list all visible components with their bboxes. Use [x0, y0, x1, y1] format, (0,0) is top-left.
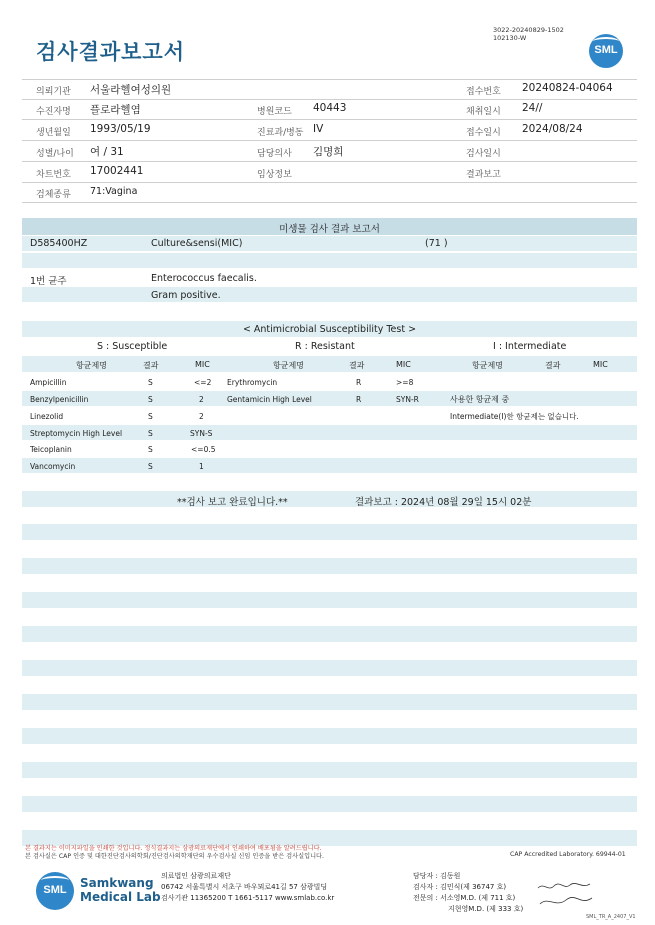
- chart-label: 차트번호: [36, 170, 71, 180]
- divider: [22, 140, 637, 141]
- report-label: 결과보고: [466, 170, 501, 180]
- agent-result: S: [148, 378, 153, 387]
- band: [22, 236, 637, 251]
- agent-result: S: [148, 412, 153, 421]
- ast-title: < Antimicrobial Susceptibility Test >: [242, 324, 417, 335]
- agent-result: S: [148, 429, 153, 438]
- legend-intermediate: I : Intermediate: [493, 341, 567, 352]
- collection-date-value: 24//: [522, 102, 543, 114]
- footer-staff-block: 담당자 : 김동원 검사자 : 김민식(제 36747 호) 전문의 : 서소영M.D. (제 711 호) 지현영M.D. (제 333 호): [413, 872, 524, 913]
- agent-name: Benzylpenicillin: [30, 395, 89, 404]
- agent-mic: >=8: [396, 378, 414, 387]
- agent-result: S: [148, 462, 153, 471]
- col-mic: MIC: [396, 360, 411, 369]
- footer-notice-2: 본 검사실은 CAP 인증 및 대한진단검사의학회/진단검사의학재단의 우수검사실 신임 인증을 받은 검사실입니다.: [25, 853, 324, 860]
- doctor-value: 김명희: [313, 146, 344, 158]
- receipt-no-value: 20240824-04064: [522, 82, 613, 94]
- cap-accreditation: CAP Accredited Laboratory. 69944-01: [510, 851, 626, 858]
- micro-section-header: 미생물 검사 결과 보고서: [22, 218, 637, 235]
- band: [22, 253, 637, 268]
- agent-mic: <=2: [194, 378, 212, 387]
- dept-label: 진료과/병동: [257, 128, 304, 138]
- receipt-date-value: 2024/08/24: [522, 123, 583, 135]
- agent-name: Linezolid: [30, 412, 64, 421]
- divider: [22, 161, 637, 162]
- examinee-value: 플로라헬염: [90, 104, 141, 116]
- band: [22, 626, 637, 642]
- test-name: Culture&sensi(MIC): [151, 238, 243, 249]
- examinee-label: 수진자명: [36, 107, 71, 117]
- receipt-no-label: 접수번호: [466, 87, 501, 97]
- agent-mic: 2: [199, 395, 204, 404]
- completion-text: **검사 보고 완료입니다.**: [177, 497, 288, 508]
- col-result: 결과: [545, 361, 561, 370]
- agent-mic: 1: [199, 462, 204, 471]
- legend-resistant: R : Resistant: [295, 341, 355, 352]
- footer-notice-1: 본 결과지는 이미지파일을 인쇄한 것입니다. 정식결과지는 삼광의료재단에서 인쇄하여 배포됨을 알려드립니다.: [25, 845, 322, 852]
- hospital-code-label: 병원코드: [257, 107, 292, 117]
- test-number: (71 ): [425, 238, 448, 249]
- agent-name: Teicoplanin: [30, 445, 72, 454]
- form-code: SML_TR_A_2407_V1: [586, 914, 636, 920]
- gram-stain: Gram positive.: [151, 290, 221, 301]
- col-result: 결과: [143, 361, 159, 370]
- agent-result: R: [356, 378, 362, 387]
- birth-value: 1993/05/19: [90, 123, 151, 135]
- band: [22, 592, 637, 608]
- sex-age-label: 성별/나이: [36, 149, 74, 159]
- page-title: 검사결과보고서: [36, 40, 186, 64]
- col-agent: 항균제명: [273, 361, 304, 370]
- intermediate-note-line2: Intermediate(I)한 항균제는 없습니다.: [450, 412, 579, 421]
- divider: [22, 79, 637, 80]
- collection-date-label: 채취일시: [466, 107, 501, 117]
- divider: [22, 99, 637, 100]
- band: [22, 762, 637, 778]
- band: [22, 558, 637, 574]
- band: [22, 270, 637, 285]
- col-mic: MIC: [195, 360, 210, 369]
- band: [22, 728, 637, 744]
- intermediate-note-line1: 사용한 항균제 중: [450, 395, 510, 404]
- test-date-label: 검사일시: [466, 149, 501, 159]
- clinical-label: 임상정보: [257, 170, 292, 180]
- sml-footer-logo-icon: SML: [36, 872, 74, 910]
- band: [22, 524, 637, 540]
- col-result: 결과: [349, 361, 365, 370]
- divider: [22, 119, 637, 120]
- col-agent: 항균제명: [76, 361, 107, 370]
- band: [22, 491, 637, 507]
- col-mic: MIC: [593, 360, 608, 369]
- institution-value: 서울라헬여성의원: [90, 84, 172, 96]
- agent-name: Streptomycin High Level: [30, 429, 123, 438]
- test-code: D585400HZ: [30, 238, 88, 249]
- agent-result: R: [356, 395, 362, 404]
- agent-name: Gentamicin High Level: [227, 395, 312, 404]
- receipt-date-label: 접수일시: [466, 128, 501, 138]
- agent-name: Erythromycin: [227, 378, 278, 387]
- doctor-label: 담당의사: [257, 149, 292, 159]
- footer-brand: Samkwang Medical Lab: [80, 876, 161, 904]
- agent-result: S: [148, 445, 153, 454]
- band: [22, 287, 637, 302]
- footer-address-block: 의료법인 삼광의료재단 06742 서울특별시 서초구 바우뫼로41길 57 삼광빌딩 검사기관 11365200 T 1661-5117 www.smlab.co.kr: [161, 872, 335, 902]
- document-code: 3022-20240829-1502 102130-W: [493, 26, 564, 42]
- institution-label: 의뢰기관: [36, 87, 71, 97]
- band: [22, 796, 637, 812]
- organism-name: Enterococcus faecalis.: [151, 273, 257, 284]
- sml-logo-icon: SML: [589, 34, 623, 68]
- col-agent: 항균제명: [472, 361, 503, 370]
- specimen-label: 검체종류: [36, 190, 71, 200]
- chart-value: 17002441: [90, 165, 144, 177]
- agent-mic: SYN-S: [190, 429, 213, 438]
- specimen-value: 71:Vagina: [90, 186, 138, 197]
- band: [22, 458, 637, 473]
- report-time: 결과보고 : 2024년 08월 29일 15시 02분: [355, 497, 532, 508]
- legend-susceptible: S : Susceptible: [97, 341, 168, 352]
- agent-result: S: [148, 395, 153, 404]
- band: [22, 694, 637, 710]
- agent-name: Ampicillin: [30, 378, 67, 387]
- band: [22, 391, 637, 406]
- signature-icon: [536, 880, 596, 916]
- strain-label: 1번 균주: [30, 276, 67, 287]
- dept-value: IV: [313, 123, 324, 135]
- divider: [22, 202, 637, 203]
- agent-mic: SYN-R: [396, 395, 419, 404]
- birth-label: 생년월일: [36, 128, 71, 138]
- agent-name: Vancomycin: [30, 462, 76, 471]
- band: [22, 660, 637, 676]
- agent-mic: <=0.5: [191, 445, 216, 454]
- divider: [22, 182, 637, 183]
- agent-mic: 2: [199, 412, 204, 421]
- hospital-code-value: 40443: [313, 102, 347, 114]
- sex-age-value: 여 / 31: [90, 146, 124, 158]
